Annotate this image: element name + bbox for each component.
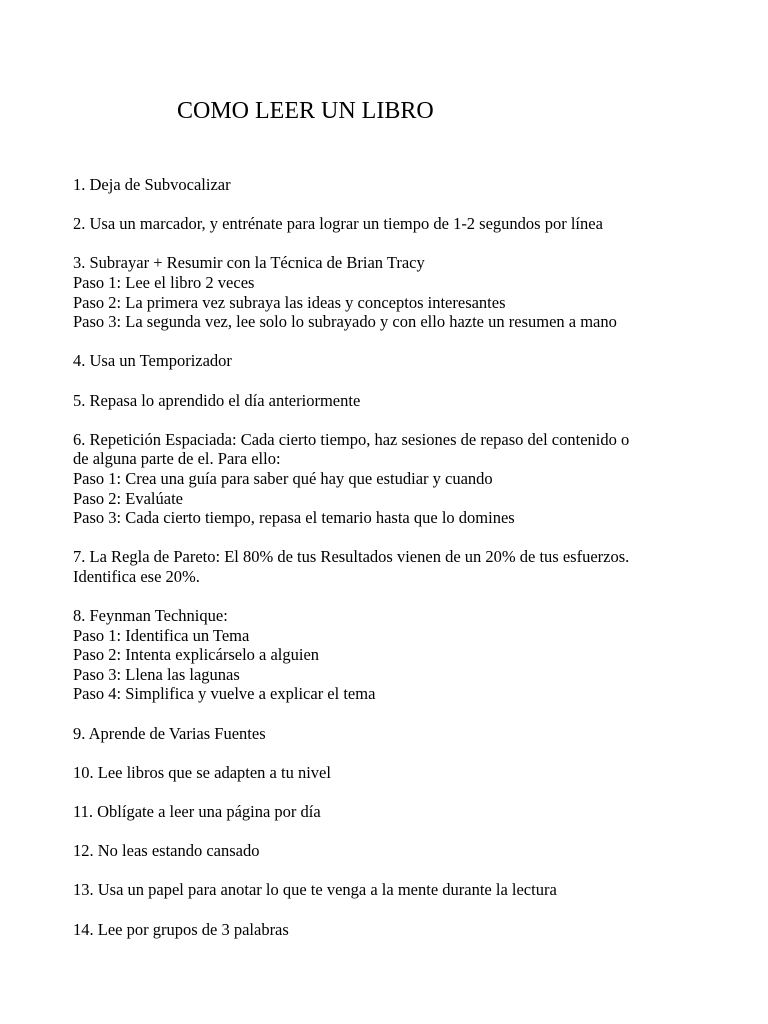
list-item-heading: 12. No leas estando cansado	[73, 841, 260, 861]
list-item-line: Paso 1: Crea una guía para saber qué hay que estudiar y cuando	[73, 468, 493, 488]
list-item	[73, 391, 713, 411]
list-item	[73, 430, 713, 528]
list-item-heading: 14. Lee por grupos de 3 palabras	[73, 919, 289, 939]
list-item-heading: 13. Usa un papel para anotar lo que te venga a la mente durante la lectura	[73, 880, 557, 900]
list-item	[73, 880, 713, 900]
list-item-line: Paso 2: La primera vez subraya las ideas y conceptos interesantes	[73, 292, 506, 312]
list-item	[73, 841, 713, 861]
list-item-line: Paso 3: La segunda vez, lee solo lo subrayado y con ello hazte un resumen a mano	[73, 312, 617, 332]
list-item	[73, 175, 713, 195]
list-item-line: Paso 1: Lee el libro 2 veces	[73, 272, 255, 292]
list-item-line: de alguna parte de el. Para ello:	[73, 449, 281, 469]
list-item-heading: 2. Usa un marcador, y entrénate para lograr un tiempo de 1-2 segundos por línea	[73, 214, 603, 234]
list-item	[73, 724, 713, 744]
list-item-heading: 5. Repasa lo aprendido el día anteriormente	[73, 390, 361, 410]
list-item	[73, 351, 713, 371]
list-item-line: Paso 3: Llena las lagunas	[73, 664, 240, 684]
list-item-line: Paso 3: Cada cierto tiempo, repasa el temario hasta que lo domines	[73, 508, 515, 528]
list-item	[73, 763, 713, 783]
list-item-line: Paso 1: Identifica un Tema	[73, 625, 250, 645]
list-item-heading: 10. Lee libros que se adapten a tu nivel	[73, 762, 331, 782]
list-item-line: Paso 2: Evalúate	[73, 488, 183, 508]
list-item	[73, 606, 713, 704]
list-item-heading: 1. Deja de Subvocalizar	[73, 175, 231, 194]
list-item-heading: 8. Feynman Technique:	[73, 606, 228, 626]
list-item-heading: 4. Usa un Temporizador	[73, 351, 232, 371]
list-item-heading: 3. Subrayar + Resumir con la Técnica de Brian Tracy	[73, 253, 425, 273]
document-body	[73, 175, 713, 959]
list-item	[73, 547, 713, 586]
list-item-line: Identifica ese 20%.	[73, 566, 200, 586]
list-item-line: Paso 2: Intenta explicárselo a alguien	[73, 645, 320, 665]
document-title: COMO LEER UN LIBRO	[177, 98, 434, 124]
list-item-line: Paso 4: Simplifica y vuelve a explicar el tema	[73, 684, 376, 704]
list-item-heading: 6. Repetición Espaciada: Cada cierto tiempo, haz sesiones de repaso del contenido o	[73, 429, 630, 449]
list-item-heading: 7. La Regla de Pareto: El 80% de tus Resultados vienen de un 20% de tus esfuerzos.	[73, 547, 630, 567]
list-item	[73, 802, 713, 822]
list-item	[73, 920, 713, 940]
list-item-heading: 9. Aprende de Varias Fuentes	[73, 723, 266, 743]
list-item-heading: 11. Oblígate a leer una página por día	[73, 802, 321, 821]
list-item	[73, 253, 713, 331]
list-item	[73, 214, 713, 234]
